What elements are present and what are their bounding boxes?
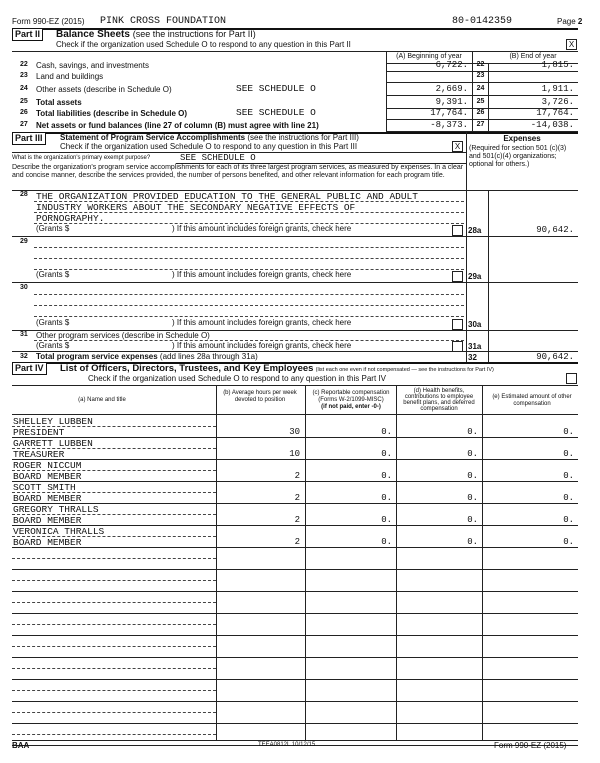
line-30-grants [36, 318, 352, 327]
officer-comp: 0. [381, 515, 392, 525]
part4-col-d: (d) Health benefits, contributions to employee benefit plans, and deferred compensation [403, 388, 475, 412]
balance-row-num: 27 [20, 121, 28, 128]
balance-row-label: Total liabilities (describe in Schedule O) [36, 109, 187, 118]
line-28-grants [36, 224, 352, 233]
balance-row-label: Cash, savings, and investments [36, 61, 149, 70]
purpose-answer: SEE SCHEDULE O [180, 153, 256, 163]
balance-row-schedule: SEE SCHEDULE O [236, 107, 316, 118]
line-28-desc-3: PORNOGRAPHY. [36, 213, 105, 224]
line-28-bottom-rule [12, 236, 578, 237]
line-30-rule-3 [34, 316, 464, 317]
part2-rule [12, 51, 578, 52]
balance-row-end: 1,911. [541, 84, 574, 94]
part2-label: Part II [12, 28, 43, 41]
footer-code: TEEA0812L 10/12/15 [258, 742, 316, 748]
officer-row-midrule [12, 624, 216, 625]
officer-comp: 0. [381, 449, 392, 459]
balance-row-end: -14,038. [530, 120, 574, 130]
officer-row-midrule [12, 580, 216, 581]
balance-row-num: 25 [20, 98, 28, 105]
part4-col-c-text: (c) Reportable compensation (Forms W-2/1099-MISC) [312, 390, 390, 403]
line-32-text [36, 352, 258, 361]
officer-row [0, 504, 600, 526]
part3-schedule-o-checkbox[interactable]: X [452, 141, 463, 152]
part4-label: Part IV [12, 362, 47, 375]
line-29-num: 29 [20, 238, 28, 245]
part4-col-c [308, 390, 394, 411]
officer-other: 0. [563, 493, 574, 503]
balance-row-end: 17,764. [536, 108, 574, 118]
line-28-grants-label: (Grants $ [36, 224, 70, 233]
balance-row-begin: 6,722. [435, 60, 468, 70]
page-number: 2 [577, 17, 583, 26]
balance-row-end: 1,815. [541, 60, 574, 70]
line-32-title: Total program service expenses [36, 352, 158, 361]
part4-title [60, 363, 494, 374]
line-29-grants-text: ) If this amount includes foreign grants, check here [172, 270, 352, 279]
officer-row [0, 416, 600, 438]
part3-title-text: Statement of Program Service Accomplishments [60, 133, 246, 142]
line-28a-label: 28a [468, 226, 482, 235]
officer-row-midrule [12, 536, 216, 537]
officer-hours: 2 [294, 515, 300, 525]
line-28-num: 28 [20, 191, 28, 198]
officer-other: 0. [563, 537, 574, 547]
officer-row-midrule [12, 602, 216, 603]
officer-row [0, 460, 600, 482]
balance-row-line: 25 [476, 98, 485, 105]
part3-label: Part III [12, 132, 46, 145]
part4-col-a: (a) Name and title [78, 397, 126, 403]
officer-row-midrule [12, 734, 216, 735]
officer-row-midrule [12, 492, 216, 493]
line-32-box: 32 [468, 353, 477, 362]
officer-name: VERONICA THRALLS [13, 526, 105, 537]
balance-row-label: Land and buildings [36, 72, 104, 81]
part3-amount-divider-2 [488, 190, 489, 362]
balance-row-label: Other assets (describe in Schedule O) [36, 85, 172, 94]
describe-text: Describe the organization's program service accomplishments for each of its three largest program services, as measured by expenses. In a clear and concise manner, describe the services provided, the number of persons benefited, and other relevant information for each program title. [12, 164, 464, 179]
officer-row-empty [0, 702, 600, 724]
part4-title-note: (list each one even if not compensated — see the instructions for Part IV) [315, 367, 494, 373]
officer-title: BOARD MEMBER [13, 493, 82, 504]
officer-row-empty [0, 614, 600, 636]
balance-row-num: 23 [20, 72, 28, 79]
line-28-rule-1 [34, 201, 464, 202]
officer-benefits: 0. [467, 449, 478, 459]
line-28a-amount: 90,642. [536, 225, 574, 235]
officer-name: ROGER NICCUM [13, 460, 82, 471]
balance-row-num: 26 [20, 109, 28, 116]
officer-other: 0. [563, 471, 574, 481]
balance-row-begin: 2,669. [435, 84, 468, 94]
officer-name: SHELLEY LUBBEN [13, 416, 93, 427]
officer-row-midrule [12, 646, 216, 647]
balance-row-end: 3,726. [541, 97, 574, 107]
part4-header-rule [12, 414, 578, 415]
footer-baa: BAA [12, 741, 30, 750]
officer-row-midrule [12, 712, 216, 713]
officer-name: SCOTT SMITH [13, 482, 76, 493]
line-28-desc-1: THE ORGANIZATION PROVIDED EDUCATION TO THE GENERAL PUBLIC AND ADULT [36, 191, 418, 202]
officer-row-midrule [12, 470, 216, 471]
part3-title-note: (see the instructions for Part III) [247, 133, 359, 142]
line-31-text: Other program services (describe in Schedule O) [36, 331, 210, 340]
balance-row-begin: 9,391. [435, 97, 468, 107]
part4-check-text: Check if the organization used Schedule O to respond to any question in this Part IV [88, 374, 386, 383]
officer-comp: 0. [381, 537, 392, 547]
part2-title [56, 29, 256, 40]
line-32-note: (add lines 28a through 31a) [159, 352, 258, 361]
part2-schedule-o-checkbox[interactable]: X [566, 39, 577, 50]
line-28-rule-2 [34, 212, 464, 213]
officer-other: 0. [563, 427, 574, 437]
line-32-num: 32 [20, 353, 28, 360]
part2-col-b-header: (B) End of year [509, 53, 557, 60]
officer-hours: 2 [294, 493, 300, 503]
officer-hours: 10 [289, 449, 300, 459]
page-indicator [557, 17, 582, 26]
officer-hours: 2 [294, 537, 300, 547]
officer-row-empty [0, 658, 600, 680]
line-31a-label: 31a [468, 342, 482, 351]
officer-benefits: 0. [467, 471, 478, 481]
officer-row-empty [0, 636, 600, 658]
org-name: PINK CROSS FOUNDATION [100, 16, 227, 27]
balance-row [0, 70, 600, 82]
balance-row-label: Net assets or fund balances (line 27 of column (B) must agree with line 21) [36, 121, 319, 130]
balance-row [0, 119, 600, 131]
part3-title [60, 133, 359, 142]
part4-title-text: List of Officers, Directors, Trustees, and Key Employees [60, 363, 314, 374]
officer-row [0, 526, 600, 548]
balance-row-begin: 17,764. [430, 108, 468, 118]
line-31-num: 31 [20, 331, 28, 338]
part4-col-e: (e) Estimated amount of other compensation [492, 394, 572, 407]
line-30-grants-label: (Grants $ [36, 318, 70, 327]
part4-col-b: (b) Average hours per week devoted to position [223, 390, 297, 403]
officer-row-empty [0, 680, 600, 702]
line-28-foreign-grants-checkbox[interactable] [452, 225, 463, 236]
line-30-rule-2 [34, 305, 464, 306]
footer-form: Form 990-EZ (2015) [494, 741, 567, 750]
line-30-num: 30 [20, 284, 28, 291]
line-29-rule-2 [34, 258, 464, 259]
officer-title: BOARD MEMBER [13, 471, 82, 482]
line-31-grants [36, 341, 352, 350]
form-header [12, 16, 590, 28]
officer-row-midrule [12, 514, 216, 515]
officer-benefits: 0. [467, 515, 478, 525]
line-32-amount: 90,642. [536, 352, 574, 362]
purpose-question: What is the organization's primary exempt purpose? [12, 155, 151, 161]
officer-comp: 0. [381, 493, 392, 503]
officer-hours: 30 [289, 427, 300, 437]
ein: 80-0142359 [452, 16, 513, 27]
line-29a-label: 29a [468, 272, 482, 281]
officer-title: BOARD MEMBER [13, 515, 82, 526]
part3-check-text: Check if the organization used Schedule O to respond to any question in this Part III [60, 142, 358, 151]
balance-row-schedule: SEE SCHEDULE O [236, 83, 316, 94]
balance-row-begin: -8,373. [430, 120, 468, 130]
part2-title-text: Balance Sheets [56, 29, 130, 40]
officer-name: GARRETT LUBBEN [13, 438, 93, 449]
part2-col-a-header: (A) Beginning of year [396, 53, 462, 60]
line-29-foreign-grants-checkbox[interactable] [452, 271, 463, 282]
officer-benefits: 0. [467, 537, 478, 547]
line-31-grants-label: (Grants $ [36, 341, 70, 350]
form-label [12, 17, 84, 26]
officer-row-midrule [12, 690, 216, 691]
balance-row-line: 26 [476, 109, 485, 116]
line-28-grants-text: ) If this amount includes foreign grants, check here [172, 224, 352, 233]
officer-row-midrule [12, 426, 216, 427]
line-30-rule-1 [34, 294, 464, 295]
line-29-rule-1 [34, 247, 464, 248]
line-31-grants-text: ) If this amount includes foreign grants, check here [172, 341, 352, 350]
officer-hours: 2 [294, 471, 300, 481]
line-29-grants [36, 270, 352, 279]
officer-row-midrule [12, 448, 216, 449]
page-label: Page [557, 17, 576, 26]
part4-col-c-note: (if not paid, enter -0-) [321, 404, 381, 410]
balance-row [0, 83, 600, 95]
line-29-grants-label: (Grants $ [36, 270, 70, 279]
part2-title-note: (see the instructions for Part II) [132, 29, 256, 39]
expenses-note: (Required for section 501 (c)(3) and 501(c)(4) organizations; optional for others.) [469, 145, 567, 168]
balance-row-label: Total assets [36, 98, 82, 107]
officer-row [0, 482, 600, 504]
line-29-bottom-rule [12, 282, 578, 283]
balance-row-line: 24 [476, 85, 485, 92]
part3-amount-divider-1 [466, 190, 467, 362]
balance-row-line: 22 [476, 61, 485, 68]
officer-title: TREASURER [13, 449, 65, 460]
officer-comp: 0. [381, 427, 392, 437]
line-30a-label: 30a [468, 320, 482, 329]
officer-title: PRESIDENT [13, 427, 65, 438]
balance-row-line: 23 [476, 72, 485, 79]
part4-schedule-o-checkbox[interactable] [566, 373, 577, 384]
line-30-grants-text: ) If this amount includes foreign grants, check here [172, 318, 352, 327]
balance-row-num: 22 [20, 61, 28, 68]
officer-comp: 0. [381, 471, 392, 481]
expenses-header: Expenses [503, 134, 541, 143]
balance-row-num: 24 [20, 85, 28, 92]
part4-check-rule [12, 385, 578, 386]
officer-benefits: 0. [467, 493, 478, 503]
officer-name: GREGORY THRALLS [13, 504, 99, 515]
officer-row-midrule [12, 558, 216, 559]
balance-row [0, 107, 600, 119]
officer-row-empty [0, 548, 600, 570]
line-30-foreign-grants-checkbox[interactable] [452, 319, 463, 330]
balance-row-line: 27 [476, 121, 485, 128]
line-28-desc-2: INDUSTRY WORKERS ABOUT THE SECONDARY NEGATIVE EFFECTS OF [36, 202, 356, 213]
officer-row-empty [0, 592, 600, 614]
form-name: Form 990-EZ [12, 17, 60, 26]
officer-other: 0. [563, 449, 574, 459]
part2-check-text: Check if the organization used Schedule O to respond to any question in this Part II [56, 40, 351, 49]
officer-title: BOARD MEMBER [13, 537, 82, 548]
officer-other: 0. [563, 515, 574, 525]
officer-row [0, 438, 600, 460]
officer-row-empty [0, 570, 600, 592]
officer-row-midrule [12, 668, 216, 669]
officer-benefits: 0. [467, 427, 478, 437]
form-year: (2015) [61, 17, 85, 26]
